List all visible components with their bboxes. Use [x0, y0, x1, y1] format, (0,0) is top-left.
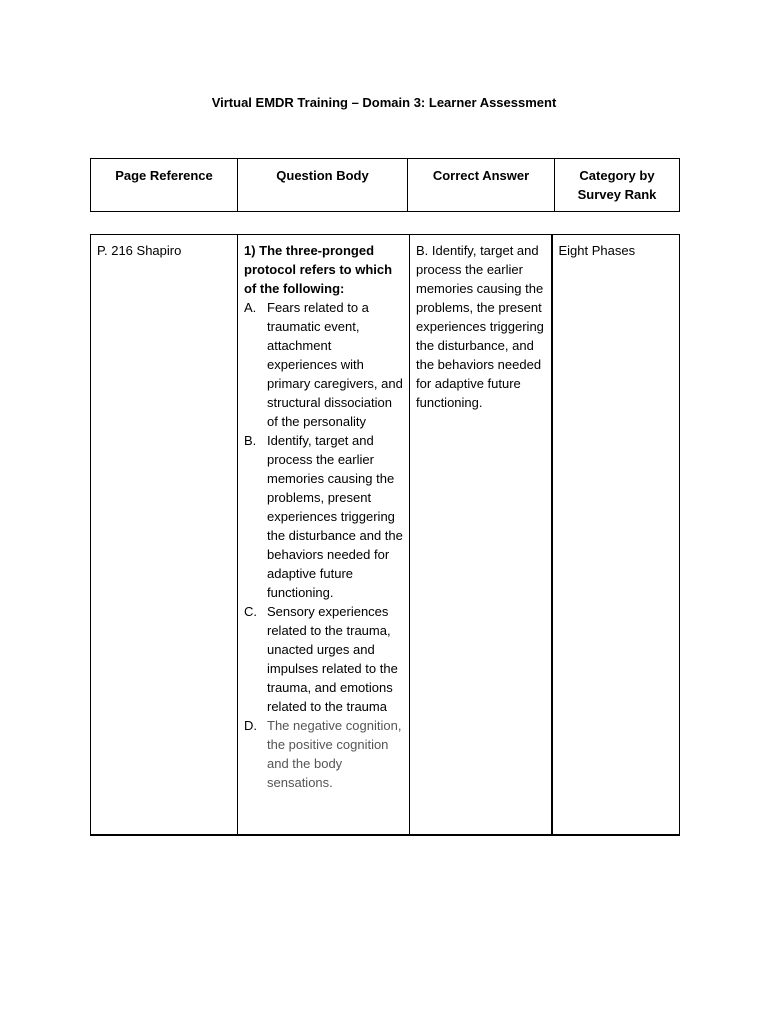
header-question-body: Question Body: [238, 159, 408, 212]
option-letter: B.: [244, 433, 257, 448]
table-row: [91, 235, 680, 836]
header-table: [90, 158, 680, 212]
header-correct-answer: Correct Answer: [408, 159, 555, 212]
question-body-cell: [238, 235, 410, 836]
header-row: [91, 159, 680, 212]
option-b: [244, 431, 403, 602]
option-letter: C.: [244, 604, 257, 619]
header-category: Category by Survey Rank: [555, 159, 680, 212]
question-table: [90, 234, 680, 836]
option-c: [244, 602, 403, 716]
option-a: [244, 298, 403, 431]
correct-answer-cell: B. Identify, target and process the earlier memories causing the problems, the present experiences triggering the disturbance, and the behaviors needed for adaptive future functioning.: [410, 235, 552, 836]
header-page-reference: Page Reference: [91, 159, 238, 212]
option-text: Sensory experiences related to the trauma, unacted urges and impulses related to the trauma, and emotions related to the trauma: [267, 604, 398, 714]
category-cell: Eight Phases: [552, 235, 680, 836]
document-title: Virtual EMDR Training – Domain 3: Learner Assessment: [211, 95, 557, 110]
option-text: Fears related to a traumatic event, attachment experiences with primary caregivers, and structural dissociation of the personality: [267, 300, 403, 429]
question-text: 1) The three-pronged protocol refers to which of the following:: [244, 243, 393, 296]
page-reference-cell: P. 216 Shapiro: [91, 235, 238, 836]
option-text: The negative cognition, the positive cognition and the body sensations.: [267, 718, 402, 790]
option-text: Identify, target and process the earlier memories causing the problems, present experiences triggering the disturbance and the behaviors needed for adaptive future functioning.: [267, 433, 403, 600]
answer-options: [244, 298, 403, 792]
option-d: [244, 716, 403, 792]
option-letter: A.: [244, 300, 257, 315]
option-letter: D.: [244, 718, 257, 733]
